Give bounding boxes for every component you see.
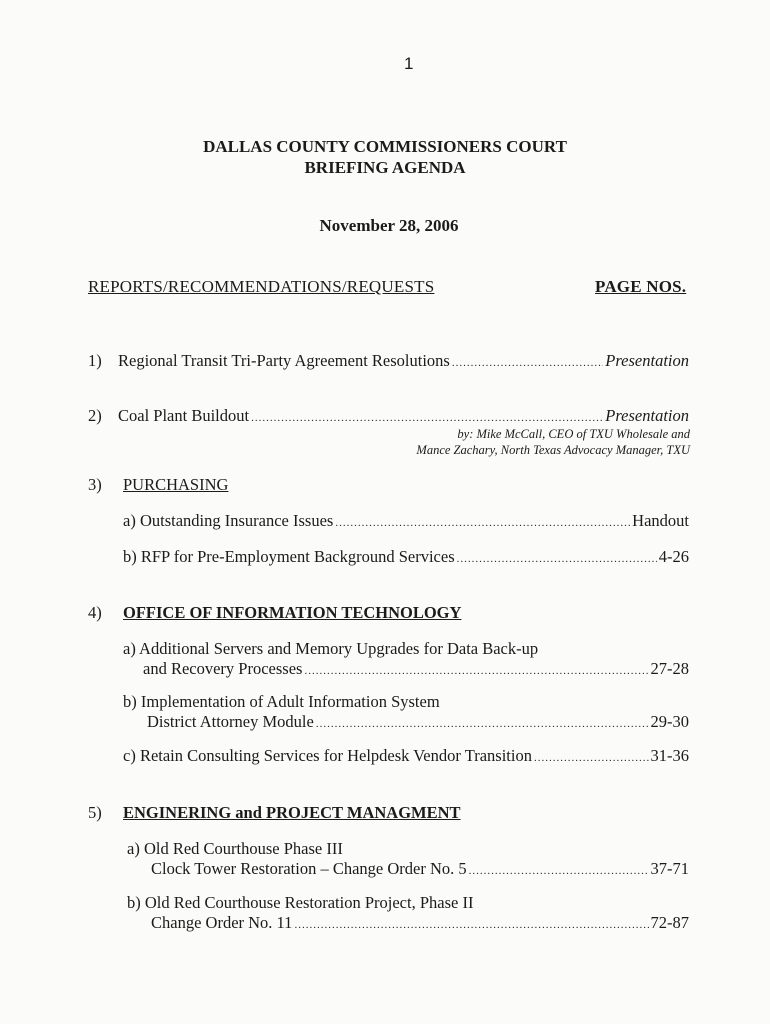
item-text: b) Old Red Courthouse Restoration Project, Phase II <box>127 893 474 912</box>
dot-leader <box>304 661 648 681</box>
dot-leader <box>335 513 630 533</box>
item-page: 37-71 <box>650 859 689 878</box>
dot-leader <box>251 408 603 428</box>
item-page: 29-30 <box>650 712 689 731</box>
dot-leader <box>294 915 648 935</box>
header-subtitle: BRIEFING AGENDA <box>304 158 466 177</box>
item-text: a) Additional Servers and Memory Upgrades for Data Back-up <box>123 639 539 658</box>
dot-leader <box>316 714 649 734</box>
presenter-line-2: Mance Zachary, North Texas Advocacy Manager, TXU <box>416 443 690 457</box>
agenda-item-change-order-11 <box>127 893 689 935</box>
item-number: 2) <box>88 406 102 425</box>
agenda-item-helpdesk <box>123 746 689 768</box>
item-text-cont: Clock Tower Restoration – Change Order No. 5 <box>151 859 467 878</box>
column-heading-reports: REPORTS/RECOMMENDATIONS/REQUESTS <box>88 277 435 296</box>
item-number: 1) <box>88 351 102 370</box>
agenda-item-coal-plant <box>118 406 689 428</box>
section-number: 3) <box>88 475 102 494</box>
section-title-engineering: ENGINERING and PROJECT MANAGMENT <box>123 803 461 822</box>
item-text-cont: and Recovery Processes <box>143 659 303 678</box>
header-title: DALLAS COUNTY COMMISSIONERS COURT <box>203 137 567 156</box>
agenda-item-adult-info-system <box>123 692 689 734</box>
item-page: Handout <box>632 511 689 530</box>
item-page: 31-36 <box>650 746 689 765</box>
dot-leader <box>452 353 603 373</box>
item-text: b) Implementation of Adult Information System <box>123 692 440 711</box>
item-text-cont: Change Order No. 11 <box>151 913 293 932</box>
page-number: 1 <box>404 54 414 73</box>
dot-leader <box>469 861 649 881</box>
agenda-date: November 28, 2006 <box>319 216 459 235</box>
item-text-cont: District Attorney Module <box>147 712 314 731</box>
agenda-item-servers <box>123 639 689 681</box>
section-title-oit: OFFICE OF INFORMATION TECHNOLOGY <box>123 603 462 622</box>
presenter-credit <box>416 426 690 458</box>
section-number: 5) <box>88 803 102 822</box>
agenda-item-rfp <box>123 547 689 569</box>
item-text: a) Old Red Courthouse Phase III <box>127 839 343 858</box>
presenter-line-1: by: Mike McCall, CEO of TXU Wholesale and <box>457 427 690 441</box>
dot-leader <box>457 549 657 569</box>
item-page: Presentation <box>605 351 689 370</box>
item-text: b) RFP for Pre-Employment Background Services <box>123 547 455 566</box>
item-text: c) Retain Consulting Services for Helpdesk Vendor Transition <box>123 746 532 765</box>
item-page: Presentation <box>605 406 689 425</box>
item-text: a) Outstanding Insurance Issues <box>123 511 334 530</box>
item-page: 27-28 <box>650 659 689 678</box>
item-page: 4-26 <box>658 547 689 566</box>
item-text: Coal Plant Buildout <box>118 406 250 425</box>
agenda-item-regional-transit <box>118 351 689 373</box>
dot-leader <box>534 748 649 768</box>
section-title-purchasing: PURCHASING <box>123 475 229 494</box>
agenda-item-insurance <box>123 511 689 533</box>
item-text: Regional Transit Tri-Party Agreement Resolutions <box>118 351 450 370</box>
agenda-item-clock-tower <box>127 839 689 881</box>
agenda-header <box>0 136 770 178</box>
item-page: 72-87 <box>650 913 689 932</box>
section-number: 4) <box>88 603 102 622</box>
column-heading-page-nos: PAGE NOS. <box>595 277 687 296</box>
